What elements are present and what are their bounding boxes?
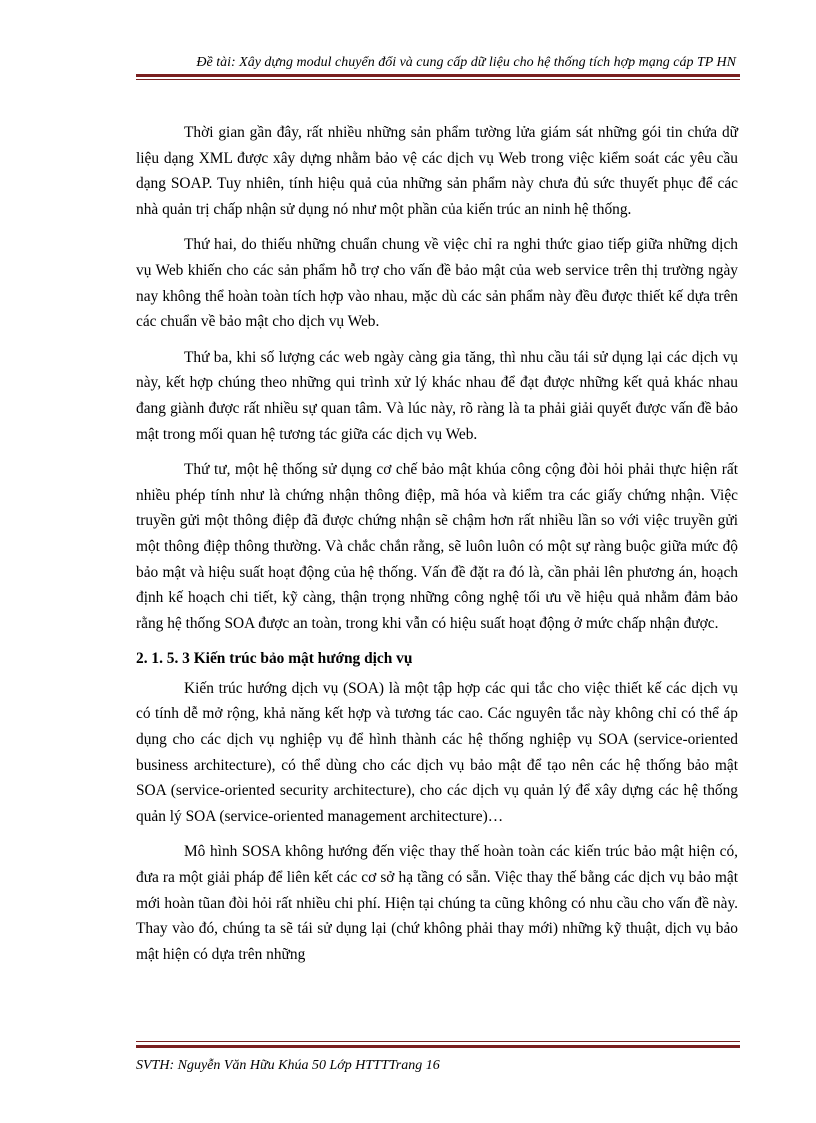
page-footer: SVTH: Nguyễn Văn Hữu Khúa 50 Lớp HTTTTrang 16 [136, 1058, 440, 1073]
document-body [136, 120, 738, 977]
header-rule-thin [136, 79, 740, 80]
body-paragraph: Kiến trúc hướng dịch vụ (SOA) là một tập hợp các qui tắc cho việc thiết kế các dịch vụ có tính dễ mở rộng, khả năng kết hợp và tương tác cao. Các nguyên tắc này không chỉ có thể áp dụng cho các dịch vụ nghiệp vụ để hình thành các hệ thống nghiệp vụ SOA (service-oriented business architecture), có thể dùng cho các dịch vụ bảo mật để tạo nên các hệ thống bảo mật SOA (service-oriented security architecture), cho các dịch vụ quản lý để xây dựng các hệ thống quản lý SOA (service-oriented management architecture)… [136, 679, 738, 825]
footer-rule-thick [136, 1045, 740, 1048]
body-paragraph: Thời gian gần đây, rất nhiều những sản phẩm tường lửa giám sát những gói tin chứa dữ liệu dạng XML được xây dựng nhằm bảo vệ các dịch vụ Web trong việc kiểm soát các yêu cầu dạng SOAP. Tuy nhiên, tính hiệu quả của những sản phẩm này chưa đủ sức thuyết phục để các nhà quản trị chấp nhận sử dụng nó như một phần của kiến trúc an ninh hệ thống. [136, 124, 738, 218]
footer-rule-thin [136, 1041, 740, 1042]
body-paragraph: Mô hình SOSA không hướng đến việc thay thế hoàn toàn các kiến trúc bảo mật hiện có, đưa ra một giải pháp để liên kết các cơ sở hạ tầng có sẵn. Việc thay thế bằng các dịch vụ bảo mật mới hoàn tũan đòi hỏi rất nhiều chi phí. Hiện tại chúng ta cũng không có nhu cầu cho vấn đề này. Thay vào đó, chúng ta sẽ tái sử dụng lại (chứ không phải thay mới) những kỹ thuật, dịch vụ bảo mật hiện có dựa trên những [136, 843, 738, 963]
body-paragraph: Thứ hai, do thiếu những chuẩn chung về việc chỉ ra nghi thức giao tiếp giữa những dịch vụ Web khiến cho các sản phẩm hỗ trợ cho vấn đề bảo mật của web service trên thị trường ngày nay không thể hoàn toàn tích hợp vào nhau, mặc dù các sản phẩm này đều được thiết kế dựa trên các chuẩn về bảo mật cho dịch vụ Web. [136, 236, 738, 331]
body-paragraph: Thứ ba, khi số lượng các web ngày càng gia tăng, thì nhu cầu tái sử dụng lại các dịch vụ này, kết hợp chúng theo những qui trình xử lý khác nhau để đạt được những kết quả khác nhau đang giành được rất nhiều sự quan tâm. Và lúc này, rõ ràng là ta phải giải quyết được vấn đề bảo mật trong mối quan hệ tương tác giữa các dịch vụ Web. [136, 348, 738, 443]
page-header-title: Đề tài: Xây dựng modul chuyển đổi và cung cấp dữ liệu cho hệ thống tích hợp mạng cáp TP HN [196, 55, 736, 70]
body-paragraph: Thứ tư, một hệ thống sử dụng cơ chế bảo mật khúa công cộng đòi hỏi phải thực hiện rất nhiều phép tính như là chứng nhận thông điệp, mã hóa và kiểm tra các giấy chứng nhận. Việc truyền gửi một thông điệp đã được chứng nhận sẽ chậm hơn rất nhiều lần so với việc truyền gửi một thông điệp thông thường. Và chắc chắn rằng, sẽ luôn luôn có một sự ràng buộc giữa mức độ bảo mật và hiệu suất hoạt động của hệ thống. Vấn đề đặt ra đó là, cần phải lên phương án, hoạch định kế hoạch chi tiết, kỹ càng, thận trọng những công nghệ tối ưu về hiệu quả nhằm đảm bảo rằng hệ thống SOA được an toàn, trong khi vẫn có hiệu suất hoạt động ở mức chấp nhận được. [136, 461, 738, 632]
header-rule-thick [136, 74, 740, 77]
section-heading: 2. 1. 5. 3 Kiến trúc bảo mật hướng dịch vụ [136, 650, 413, 668]
